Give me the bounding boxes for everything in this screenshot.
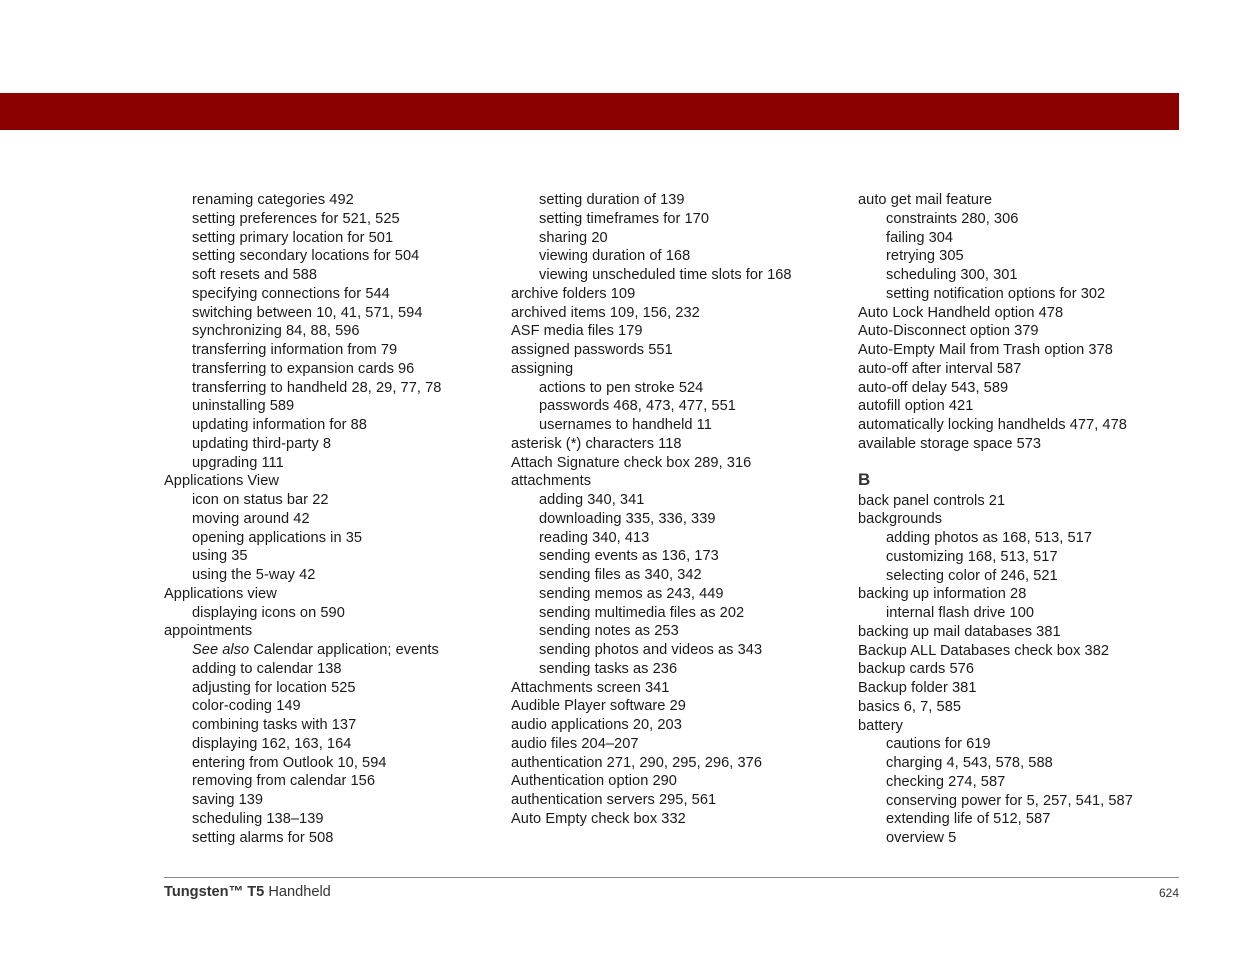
entry-text: viewing duration of 168 — [539, 248, 691, 265]
entry-text: Applications View — [164, 473, 279, 490]
index-entry — [511, 360, 841, 379]
entry-text: audio applications 20, 203 — [511, 717, 682, 733]
index-subentry — [858, 604, 1188, 623]
index-subentry — [858, 210, 1188, 229]
entry-text: auto-off after interval 587 — [858, 360, 1022, 377]
index-entry — [858, 435, 1188, 454]
index-entry — [511, 454, 841, 473]
index-subentry — [858, 247, 1188, 266]
index-entry — [511, 304, 841, 323]
entry-text: adjusting for location 525 — [192, 679, 356, 696]
entry-text: Auto-Empty Mail from Trash option 378 — [858, 342, 1113, 358]
entry-text: ASF media files 179 — [511, 323, 643, 340]
index-subentry — [511, 191, 841, 210]
entry-text: passwords 468, 473, 477, 551 — [539, 398, 736, 415]
entry-text: appointments — [164, 623, 253, 640]
entry-text: Backup folder 381 — [858, 680, 977, 696]
entry-text: Attachments screen 341 — [511, 679, 670, 696]
entry-text: failing 304 — [886, 229, 954, 246]
index-entry — [858, 679, 1188, 698]
index-entry — [511, 697, 841, 716]
index-column-3-a-entries — [858, 191, 1188, 454]
index-entry — [511, 285, 841, 304]
index-subentry — [164, 566, 494, 585]
entry-text: setting preferences for 521, 525 — [192, 210, 400, 227]
index-subentry — [858, 735, 1188, 754]
index-subentry — [511, 510, 841, 529]
index-entry — [858, 322, 1188, 341]
entry-text: basics 6, 7, 585 — [858, 698, 962, 715]
page-number: 624 — [1158, 886, 1179, 900]
entry-text: sending files as 340, 342 — [539, 567, 702, 583]
entry-text: sending tasks as 236 — [539, 660, 678, 677]
index-subentry — [164, 716, 494, 735]
index-subentry — [164, 247, 494, 266]
index-subentry — [164, 679, 494, 698]
index-subentry — [858, 285, 1188, 304]
entry-text: uninstalling 589 — [192, 398, 295, 415]
entry-text: autofill option 421 — [858, 398, 974, 415]
entry-text: Auto Lock Handheld option 478 — [858, 304, 1064, 321]
entry-text: adding to calendar 138 — [192, 660, 342, 677]
entry-text: removing from calendar 156 — [192, 773, 376, 790]
entry-text: sending photos and videos as 343 — [539, 642, 763, 658]
entry-text: adding photos as 168, 513, 517 — [886, 530, 1092, 546]
footer-rule — [164, 877, 1179, 878]
entry-text: actions to pen stroke 524 — [539, 379, 704, 396]
entry-text: assigning — [511, 360, 574, 377]
index-subentry — [858, 792, 1188, 811]
index-entry — [858, 510, 1188, 529]
index-subentry — [511, 416, 841, 435]
header-banner — [0, 93, 1179, 130]
entry-text: cautions for 619 — [886, 736, 991, 753]
entry-text: backgrounds — [858, 511, 943, 528]
entry-text: updating third-party 8 — [192, 435, 332, 452]
entry-text: setting timeframes for 170 — [539, 210, 710, 227]
entry-text: checking 274, 587 — [886, 773, 1006, 790]
index-subentry — [858, 810, 1188, 829]
index-subentry — [164, 191, 494, 210]
footer-product-bold: Tungsten™ T5 — [164, 884, 265, 900]
entry-text: automatically locking handhelds 477, 478 — [858, 417, 1127, 433]
entry-text: charging 4, 543, 578, 588 — [886, 755, 1053, 771]
entry-text: authentication servers 295, 561 — [511, 792, 717, 808]
index-subentry — [511, 660, 841, 679]
entry-text: sending notes as 253 — [539, 623, 679, 640]
index-entry — [511, 322, 841, 341]
index-subentry — [164, 341, 494, 360]
entry-text: Attach Signature check box 289, 316 — [511, 454, 752, 471]
index-subentry — [164, 454, 494, 473]
index-subentry — [511, 266, 841, 285]
entry-text: transferring to handheld 28, 29, 77, 78 — [192, 379, 442, 396]
entry-text: usernames to handheld 11 — [539, 417, 712, 433]
index-subentry — [511, 585, 841, 604]
index-entry — [858, 360, 1188, 379]
entry-text: scheduling 138–139 — [192, 810, 324, 827]
entry-text: sharing 20 — [539, 229, 608, 246]
entry-text: transferring to expansion cards 96 — [192, 360, 415, 377]
entry-text: authentication 271, 290, 295, 296, 376 — [511, 754, 763, 771]
index-subentry — [858, 754, 1188, 773]
entry-text: extending life of 512, 587 — [886, 811, 1051, 828]
index-entry — [858, 585, 1188, 604]
index-subentry — [164, 266, 494, 285]
index-subentry — [164, 697, 494, 716]
entry-text: back panel controls 21 — [858, 492, 1006, 509]
entry-text: setting primary location for 501 — [192, 229, 394, 246]
index-entry — [858, 191, 1188, 210]
entry-text: updating information for 88 — [192, 417, 367, 433]
index-entry — [511, 679, 841, 698]
entry-text: color-coding 149 — [192, 698, 301, 715]
entry-text: adding 340, 341 — [539, 492, 645, 508]
index-entry — [511, 341, 841, 360]
entry-text: moving around 42 — [192, 510, 310, 527]
index-entry — [858, 492, 1188, 511]
index-subentry — [164, 397, 494, 416]
entry-text: opening applications in 35 — [192, 529, 363, 546]
entry-text: audio files 204–207 — [511, 735, 639, 752]
entry-text: downloading 335, 336, 339 — [539, 510, 716, 527]
index-entry — [858, 717, 1188, 736]
entry-text: icon on status bar 22 — [192, 492, 329, 508]
entry-text: auto-off delay 543, 589 — [858, 379, 1009, 396]
index-subentry — [511, 229, 841, 248]
entry-text: transferring information from 79 — [192, 342, 398, 358]
entry-text: constraints 280, 306 — [886, 210, 1019, 227]
entry-text: Authentication option 290 — [511, 773, 677, 790]
index-entry — [511, 472, 841, 491]
index-subentry — [164, 285, 494, 304]
entry-text: viewing unscheduled time slots for 168 — [539, 267, 792, 283]
index-entry — [858, 623, 1188, 642]
index-subentry — [511, 641, 841, 660]
entry-text: attachments — [511, 473, 592, 490]
index-subentry — [511, 604, 841, 623]
index-entry — [511, 772, 841, 791]
index-column-1 — [164, 191, 494, 847]
index-subentry — [511, 529, 841, 548]
entry-text: combining tasks with 137 — [192, 717, 357, 733]
index-subentry — [164, 735, 494, 754]
index-subentry — [164, 791, 494, 810]
entry-text: entering from Outlook 10, 594 — [192, 754, 387, 771]
entry-text: backing up information 28 — [858, 586, 1027, 603]
index-subentry — [858, 548, 1188, 567]
index-entry — [858, 416, 1188, 435]
index-entry — [164, 622, 494, 641]
index-column-3 — [858, 191, 1188, 848]
index-subentry — [164, 510, 494, 529]
entry-text: archived items 109, 156, 232 — [511, 304, 700, 321]
entry-text: setting secondary locations for 504 — [192, 248, 420, 265]
entry-text: switching between 10, 41, 571, 594 — [192, 304, 423, 321]
index-column-2 — [511, 191, 841, 829]
index-subentry — [858, 529, 1188, 548]
index-subentry — [511, 547, 841, 566]
index-subentry — [164, 529, 494, 548]
entry-text: archive folders 109 — [511, 285, 636, 302]
entry-text: displaying 162, 163, 164 — [192, 735, 352, 752]
entry-text: overview 5 — [886, 830, 957, 846]
entry-text: saving 139 — [192, 792, 264, 808]
index-column-3-b-entries — [858, 492, 1188, 848]
index-subentry — [858, 229, 1188, 248]
entry-text: Audible Player software 29 — [511, 698, 686, 715]
index-entry — [858, 304, 1188, 323]
index-entry — [511, 754, 841, 773]
index-subentry — [164, 210, 494, 229]
entry-text: soft resets and 588 — [192, 267, 318, 283]
index-entry — [858, 379, 1188, 398]
index-entry — [164, 472, 494, 491]
entry-text: specifying connections for 544 — [192, 285, 390, 302]
entry-text: Applications view — [164, 585, 277, 602]
entry-text: backup cards 576 — [858, 661, 975, 678]
see-also-label: See also — [192, 642, 250, 658]
index-subentry — [164, 772, 494, 791]
entry-text: displaying icons on 590 — [192, 604, 345, 621]
entry-text: customizing 168, 513, 517 — [886, 548, 1058, 565]
entry-text: using 35 — [192, 548, 248, 565]
entry-text: scheduling 300, 301 — [886, 267, 1018, 283]
index-entry — [858, 397, 1188, 416]
entry-text: retrying 305 — [886, 248, 964, 265]
entry-text: setting notification options for 302 — [886, 285, 1106, 302]
entry-text: internal flash drive 100 — [886, 605, 1035, 621]
entry-text: sending memos as 243, 449 — [539, 585, 724, 602]
entry-text: setting duration of 139 — [539, 192, 685, 208]
index-entry — [511, 735, 841, 754]
index-entry — [511, 716, 841, 735]
entry-text: selecting color of 246, 521 — [886, 567, 1058, 584]
entry-text: Backup ALL Databases check box 382 — [858, 642, 1110, 659]
entry-text: backing up mail databases 381 — [858, 623, 1061, 640]
index-subentry — [164, 810, 494, 829]
index-subentry — [164, 360, 494, 379]
index-subentry — [511, 247, 841, 266]
footer-product-name — [164, 884, 331, 900]
index-subentry — [164, 379, 494, 398]
entry-text: auto get mail feature — [858, 192, 993, 208]
index-subentry — [858, 829, 1188, 848]
index-subentry — [164, 304, 494, 323]
index-subentry — [164, 829, 494, 848]
entry-text: conserving power for 5, 257, 541, 587 — [886, 792, 1133, 809]
entry-text: assigned passwords 551 — [511, 342, 673, 358]
index-subentry — [511, 397, 841, 416]
index-subentry — [511, 379, 841, 398]
entry-text: sending events as 136, 173 — [539, 548, 719, 565]
entry-text: using the 5-way 42 — [192, 567, 316, 583]
entry-text: battery — [858, 717, 903, 734]
index-subentry — [164, 435, 494, 454]
section-letter: B — [858, 469, 871, 489]
index-entry — [511, 435, 841, 454]
index-entry — [858, 660, 1188, 679]
index-subentry — [164, 229, 494, 248]
entry-text: sending multimedia files as 202 — [539, 604, 745, 621]
index-subentry — [164, 604, 494, 623]
index-subentry — [164, 322, 494, 341]
index-subentry — [858, 567, 1188, 586]
index-entry — [164, 585, 494, 604]
entry-text: Calendar application; events — [253, 642, 439, 658]
index-subentry — [164, 754, 494, 773]
index-entry — [858, 642, 1188, 661]
index-subentry — [511, 566, 841, 585]
index-subentry — [511, 622, 841, 641]
index-subentry — [164, 660, 494, 679]
index-subentry — [858, 773, 1188, 792]
index-subentry — [164, 416, 494, 435]
entry-text: synchronizing 84, 88, 596 — [192, 323, 360, 340]
index-subentry — [511, 491, 841, 510]
index-entry — [858, 341, 1188, 360]
entry-text: available storage space 573 — [858, 435, 1042, 452]
footer-product-rest: Handheld — [264, 884, 331, 900]
index-entry — [511, 810, 841, 829]
entry-text: reading 340, 413 — [539, 529, 650, 546]
index-subentry — [164, 547, 494, 566]
index-entry — [511, 791, 841, 810]
entry-text: Auto-Disconnect option 379 — [858, 323, 1039, 340]
index-entry — [858, 698, 1188, 717]
index-subentry — [164, 491, 494, 510]
index-subentry — [511, 210, 841, 229]
index-subentry — [164, 641, 494, 660]
entry-text: upgrading 111 — [192, 454, 284, 471]
index-subentry — [858, 266, 1188, 285]
entry-text: renaming categories 492 — [192, 192, 354, 208]
entry-text: setting alarms for 508 — [192, 829, 334, 846]
entry-text: Auto Empty check box 332 — [511, 810, 686, 827]
entry-text: asterisk (*) characters 118 — [511, 435, 682, 452]
